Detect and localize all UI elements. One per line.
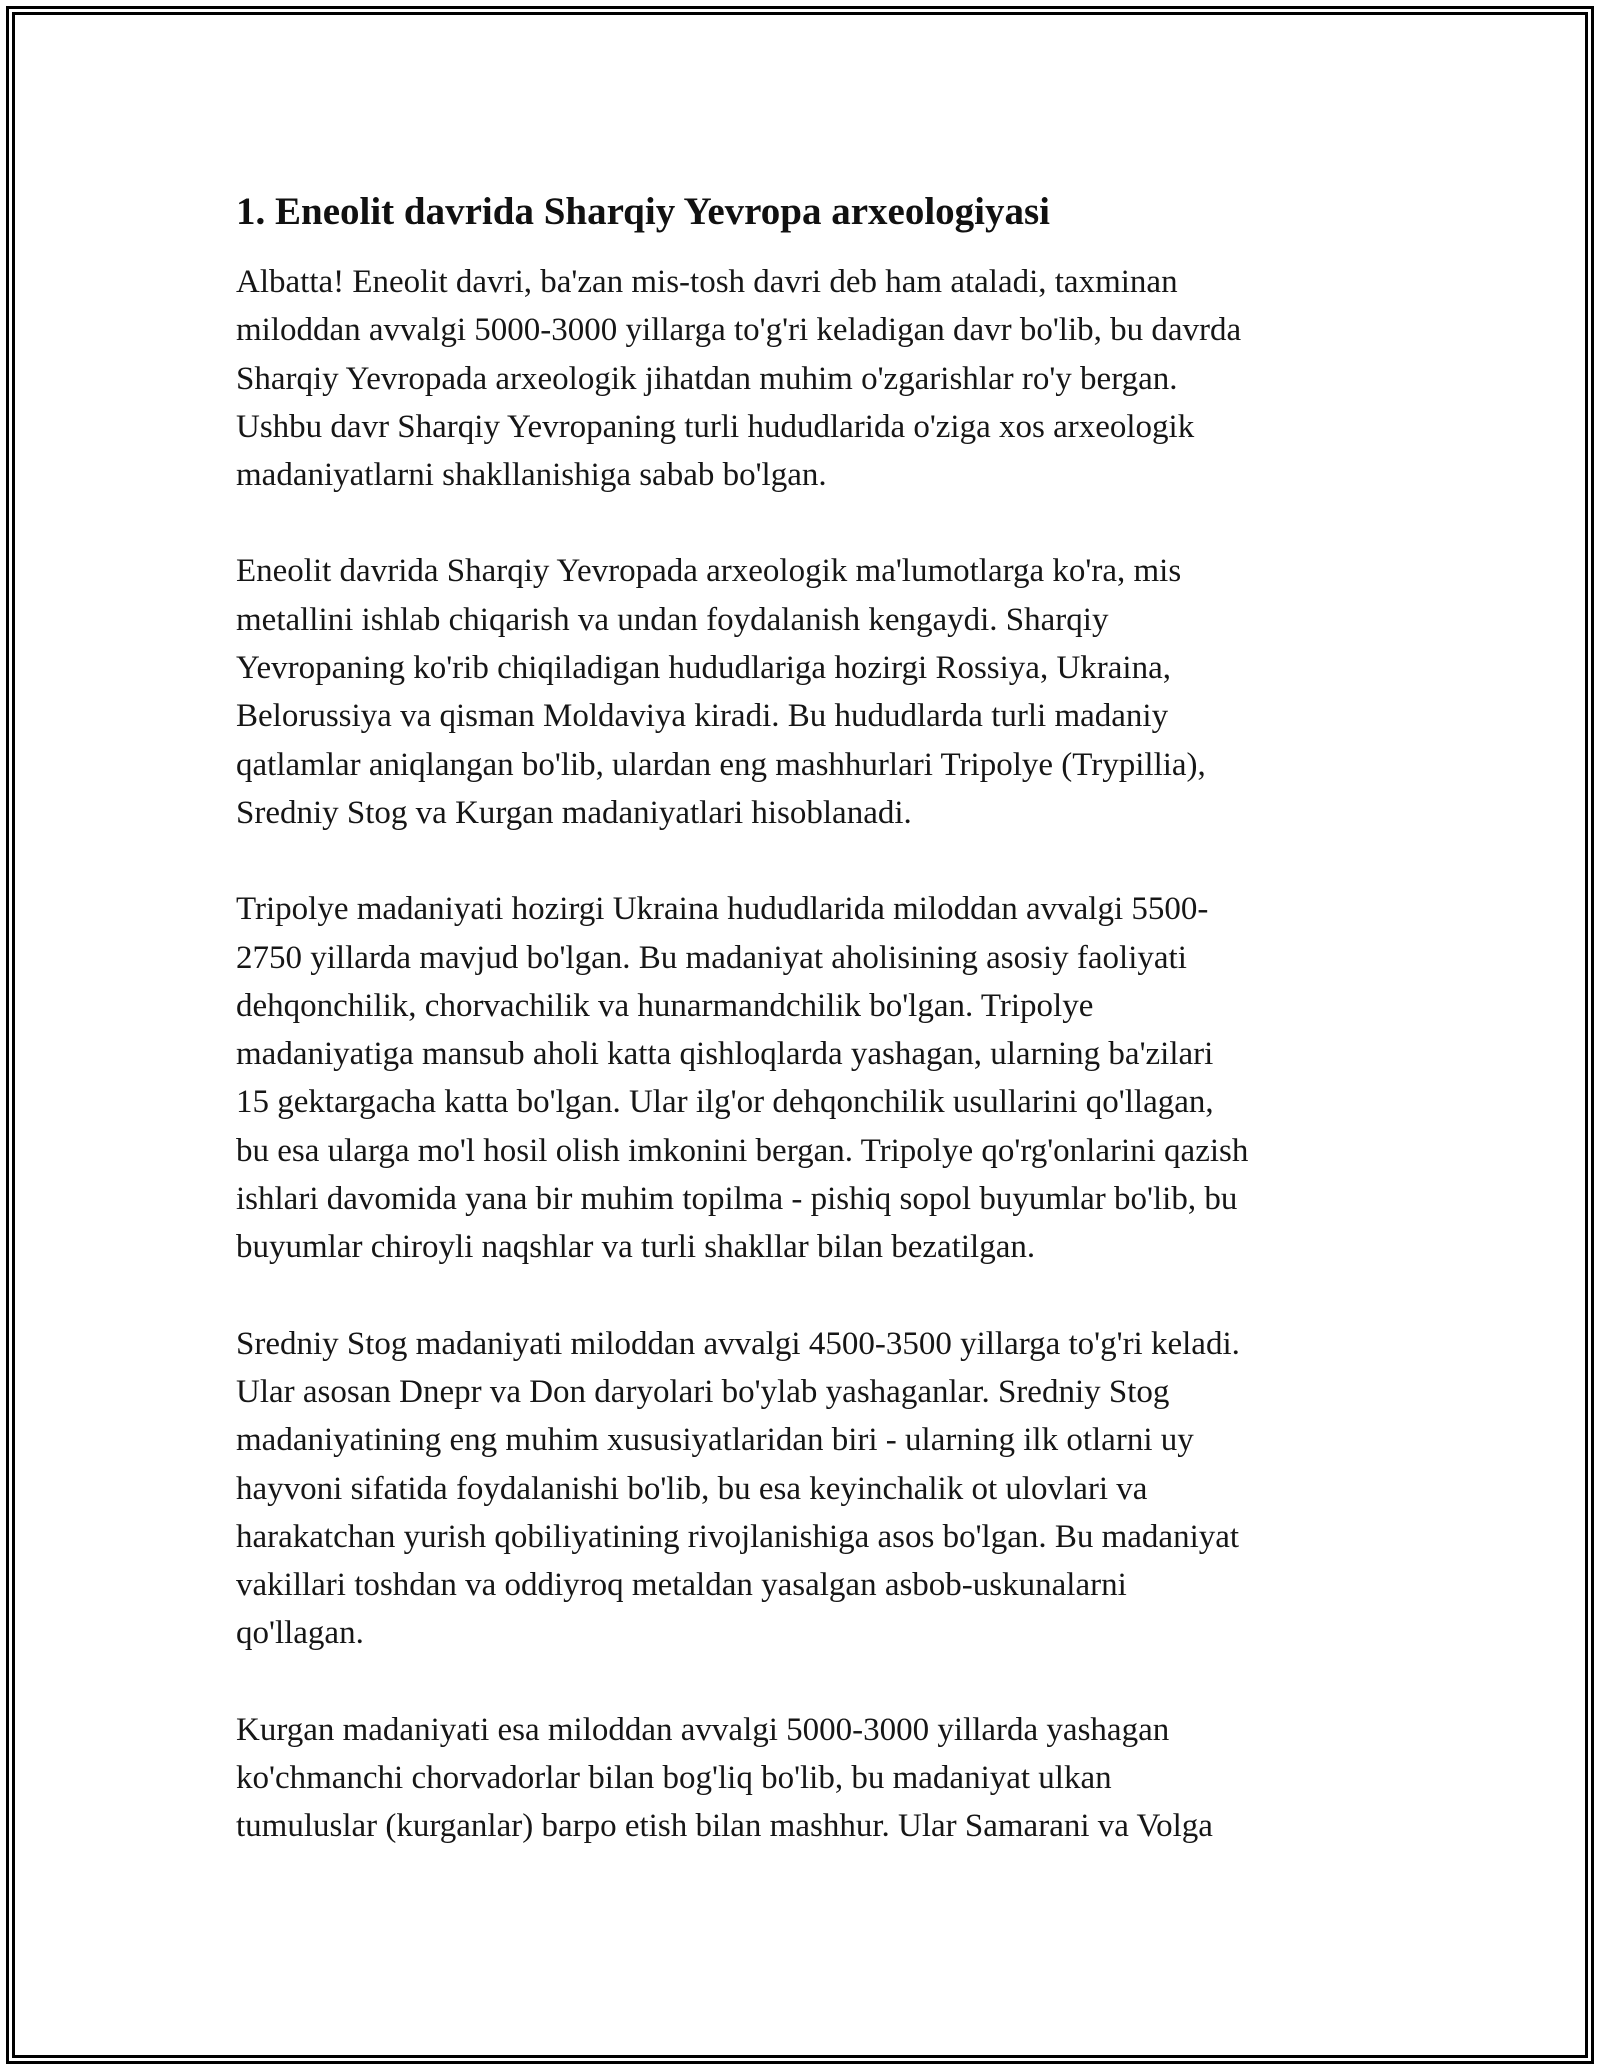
text-line: Eneolit davrida Sharqiy Yevropada arxeologik ma'lumotlarga ko'ra, mis [236, 553, 1182, 590]
text-line: buyumlar chiroyli naqshlar va turli shakllar bilan bezatilgan. [236, 1229, 1036, 1266]
text-line: Belorussiya va qisman Moldaviya kiradi. Bu hududlarda turli madaniy [236, 698, 1169, 735]
text-line: bu esa ularga mo'l hosil olish imkonini bergan. Tripolye qo'rg'onlarini qazish [236, 1132, 1249, 1169]
text-line: miloddan avvalgi 5000-3000 yillarga to'g'ri keladigan davr bo'lib, bu davrda [236, 312, 1242, 349]
text-line: Ushbu davr Sharqiy Yevropaning turli hududlarida o'ziga xos arxeologik [236, 408, 1195, 445]
text-line: Tripolye madaniyati hozirgi Ukraina hududlarida miloddan avvalgi 5500- [236, 891, 1209, 928]
document-body [236, 186, 1376, 1899]
text-line: ko'chmanchi chorvadorlar bilan bog'liq bo'lib, bu madaniyat ulkan [236, 1760, 1112, 1797]
paragraph-sredniy-stog [236, 1320, 1376, 1658]
text-line: Kurgan madaniyati esa miloddan avvalgi 5000-3000 yillarda yashagan [236, 1711, 1170, 1748]
text-line: hayvoni sifatida foydalanishi bo'lib, bu esa keyinchalik ot ulovlari va [236, 1470, 1148, 1507]
text-line: Albatta! Eneolit davri, ba'zan mis-tosh davri deb ham ataladi, taxminan [236, 264, 1178, 300]
text-line: 15 gektargacha katta bo'lgan. Ular ilg'or dehqonchilik usullarini qo'llagan, [236, 1084, 1214, 1121]
text-line: madaniyatiga mansub aholi katta qishloqlarda yashagan, ularning ba'zilari [236, 1036, 1214, 1073]
text-line: qatlamlar aniqlangan bo'lib, ulardan eng mashhurlari Tripolye (Trypillia), [236, 746, 1206, 783]
text-line: metallini ishlab chiqarish va undan foydalanish kengaydi. Sharqiy [236, 601, 1109, 638]
paragraph-intro [236, 258, 1376, 499]
paragraph-kurgan [236, 1706, 1376, 1851]
text-line: Sharqiy Yevropada arxeologik jihatdan muhim o'zgarishlar ro'y bergan. [236, 360, 1178, 397]
text-line: Sredniy Stog va Kurgan madaniyatlari hisoblanadi. [236, 794, 912, 831]
text-line: madaniyatlarni shakllanishiga sabab bo'lgan. [236, 457, 827, 494]
paragraph-tripolye [236, 885, 1376, 1271]
text-line: qo'llagan. [236, 1615, 364, 1652]
text-line: madaniyatining eng muhim xususiyatlaridan biri - ularning ilk otlarni uy [236, 1422, 1194, 1459]
text-line: vakillari toshdan va oddiyroq metaldan yasalgan asbob-uskunalarni [236, 1567, 1127, 1604]
paragraph-copper [236, 547, 1376, 837]
text-line: ishlari davomida yana bir muhim topilma - pishiq sopol buyumlar bo'lib, bu [236, 1181, 1238, 1218]
text-line: dehqonchilik, chorvachilik va hunarmandchilik bo'lgan. Tripolye [236, 987, 1094, 1024]
text-line: 2750 yillarda mavjud bo'lgan. Bu madaniyat aholisining asosiy faoliyati [236, 939, 1187, 976]
text-line: Sredniy Stog madaniyati miloddan avvalgi 4500-3500 yillarga to'g'ri keladi. [236, 1325, 1240, 1362]
text-line: tumuluslar (kurganlar) barpo etish bilan mashhur. Ular Samarani va Volga [236, 1808, 1213, 1845]
text-line: Yevropaning ko'rib chiqiladigan hududlariga hozirgi Rossiya, Ukraina, [236, 650, 1171, 687]
section-title: 1. Eneolit davrida Sharqiy Yevropa arxeologiyasi [236, 190, 1051, 233]
text-line: Ular asosan Dnepr va Don daryolari bo'ylab yashaganlar. Sredniy Stog [236, 1373, 1170, 1410]
text-line: harakatchan yurish qobiliyatining rivojlanishiga asos bo'lgan. Bu madaniyat [236, 1518, 1240, 1555]
